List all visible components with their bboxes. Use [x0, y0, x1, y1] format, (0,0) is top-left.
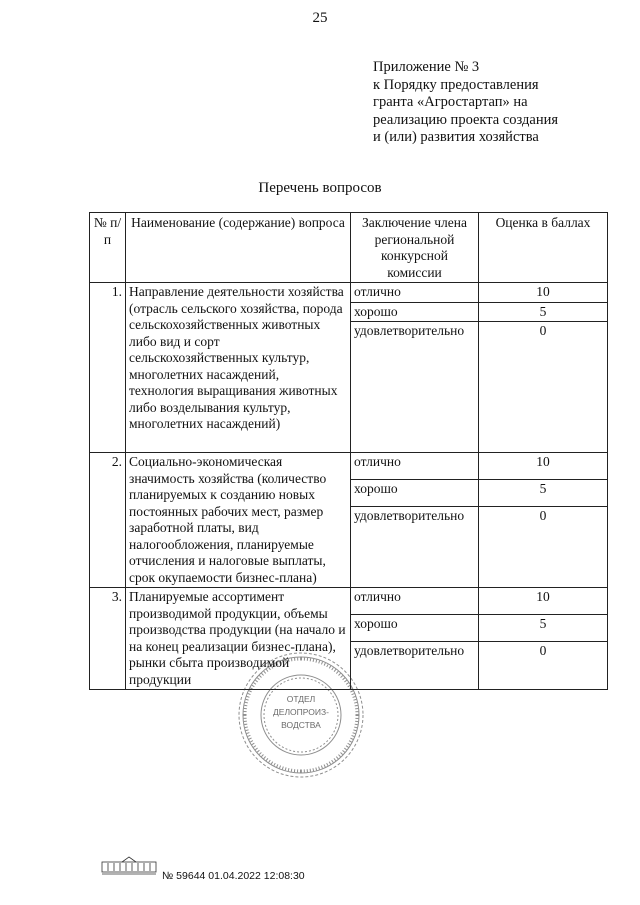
row-option-label: удовлетворительно: [351, 322, 479, 453]
appendix-line: к Порядку предоставления: [373, 76, 539, 93]
row-option-score: 10: [479, 453, 608, 480]
header-score: Оценка в баллах: [479, 213, 608, 283]
row-option-label: отлично: [351, 283, 479, 303]
registration-footer: № 59644 01.04.2022 12:08:30: [162, 870, 305, 882]
row-option-score: 5: [479, 480, 608, 507]
page-number: 25: [312, 10, 328, 26]
row-option-score: 5: [479, 302, 608, 322]
table-row: [90, 453, 608, 480]
appendix-line: и (или) развития хозяйства: [373, 129, 539, 145]
row-option-label: хорошо: [351, 480, 479, 507]
header-conclusion: Заключение члена региональной конкурсной комиссии: [351, 213, 479, 283]
stamp-line: ОТДЕЛ: [286, 694, 316, 704]
row-option-label: удовлетворительно: [351, 642, 479, 690]
seal-stamp: [236, 650, 366, 780]
row-option-score: 5: [479, 615, 608, 642]
table-row: [90, 588, 608, 615]
appendix-line: Приложение № 3: [373, 59, 480, 75]
row-option-label: хорошо: [351, 302, 479, 322]
header-num: № п/п: [90, 213, 126, 283]
row-option-label: отлично: [351, 588, 479, 615]
row-number: 3.: [90, 588, 126, 690]
table-row: [90, 283, 608, 303]
appendix-block: [373, 59, 613, 147]
header-question: Наименование (содержание) вопроса: [126, 213, 351, 283]
row-question: Планируемые ассортимент производимой продукции, объемы производства продукции (на начало и на конец реализации бизнес-плана), рынки сбыта производимой продукции: [126, 588, 351, 690]
row-question: Социально-экономическая значимость хозяйства (количество планируемых к созданию новых постоянных рабочих мест, размер заработной платы, вид налогообложения, планируемые отчисления и налоговые выплаты, срок окупаемости бизнес-плана): [126, 453, 351, 588]
row-option-score: 10: [479, 588, 608, 615]
questions-table: [89, 212, 608, 690]
stamp-line: ВОДСТВА: [281, 720, 321, 730]
appendix-line: гранта «Агростартап» на: [373, 94, 528, 110]
stamp-line: ДЕЛОПРОИЗ-: [273, 707, 329, 717]
row-question: Направление деятельности хозяйства (отрасль сельского хозяйства, порода сельскохозяйственных животных либо вид и сорт сельскохозяйственных культур, многолетних насаждений, технология выращивания животных либо возделывания культур, многолетних насаждений): [126, 283, 351, 453]
table-header-row: [90, 213, 608, 283]
registry-building-logo: [100, 856, 158, 876]
row-option-score: 0: [479, 322, 608, 453]
row-option-score: 0: [479, 642, 608, 690]
row-number: 1.: [90, 283, 126, 453]
row-number: 2.: [90, 453, 126, 588]
row-option-label: отлично: [351, 453, 479, 480]
appendix-line: реализацию проекта создания: [373, 111, 559, 128]
row-option-label: удовлетворительно: [351, 507, 479, 588]
row-option-score: 0: [479, 507, 608, 588]
row-option-label: хорошо: [351, 615, 479, 642]
document-title: Перечень вопросов: [258, 180, 382, 196]
row-option-score: 10: [479, 283, 608, 303]
